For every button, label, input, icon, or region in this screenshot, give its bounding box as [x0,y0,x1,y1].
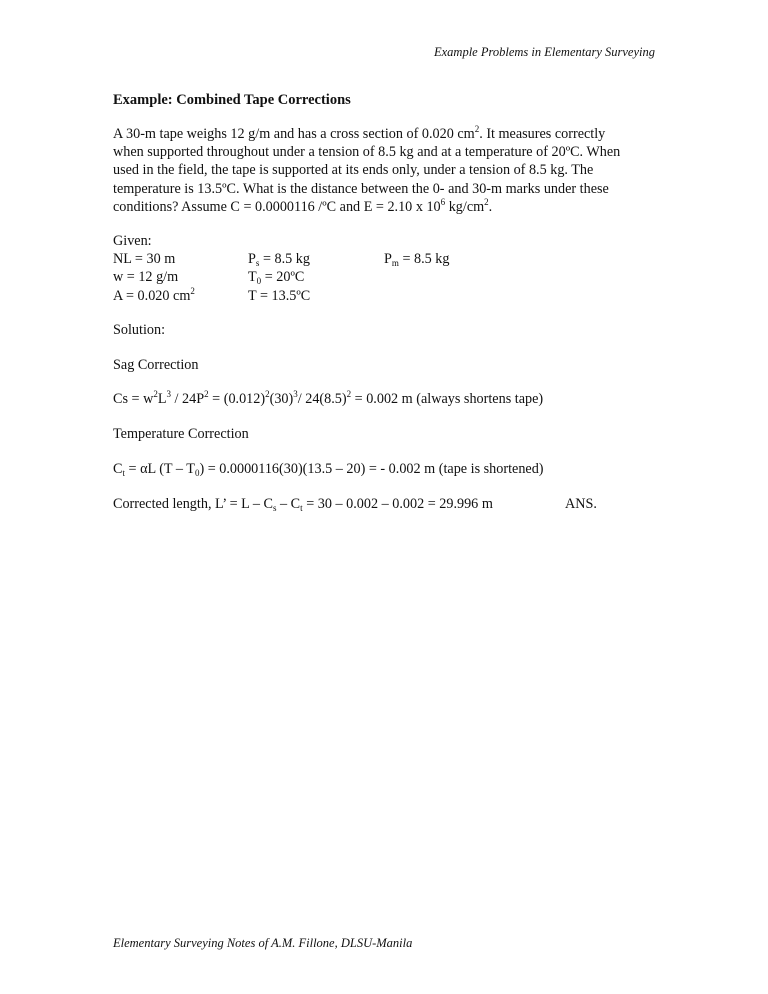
formula-text: – C [276,496,301,512]
formula-text: / 24(8.5) [297,391,347,407]
formula-text: L [157,391,167,407]
superscript: 3 [166,389,171,399]
subscript: m [391,258,399,268]
formula-text: C [113,461,123,477]
given-nl: NL = 30 m [113,251,176,267]
formula-text: = 0.002 m (always shortens tape) [351,391,544,407]
problem-text: kg/cm [445,198,485,215]
given-text: P [248,251,256,267]
given-t: T = 13.5ºC [248,288,311,304]
superscript: 2 [153,389,158,399]
problem-text: . [488,198,493,215]
sag-formula [113,390,543,408]
subscript: t [122,468,125,478]
given-text: = 8.5 kg [398,251,450,267]
subscript: 0 [194,468,200,478]
superscript: 6 [440,196,446,207]
superscript: 3 [293,389,298,399]
given-t0 [248,268,304,286]
problem-line-5 [113,198,658,216]
superscript: 2 [265,389,270,399]
given-a [113,287,195,305]
formula-text: Cs = w [113,391,154,407]
sag-heading: Sag Correction [113,357,199,373]
given-text: T [248,269,257,285]
superscript: 2 [346,389,352,399]
subscript: 0 [256,276,262,286]
page-header: Example Problems in Elementary Surveying [433,45,655,59]
given-w: w = 12 g/m [113,269,179,285]
problem-text: . It measures correctly [479,126,606,142]
given-text: A = 0.020 cm [113,288,191,304]
problem-line-1 [113,125,658,143]
problem-text: conditions? Assume C = 0.0000116 /ºC and E = 2.10 x 10 [113,198,441,215]
problem-statement [113,125,658,216]
problem-line-4: temperature is 13.5ºC. What is the distance between the 0- and 30-m marks under these [113,180,609,197]
problem-text: A 30-m tape weighs 12 g/m and has a cross section of 0.020 cm [113,126,475,142]
formula-text: = αL (T – T [124,461,195,477]
problem-line-3: used in the field, the tape is supported at its ends only, under a tension of 8.5 kg. The [113,162,594,179]
solution-label: Solution: [113,322,166,338]
formula-text: (30) [269,391,294,407]
answer-label: ANS. [565,496,597,512]
given-text: = 8.5 kg [259,251,310,267]
example-title: Example: Combined Tape Corrections [113,92,351,108]
superscript: 2 [190,286,195,296]
formula-text: = 30 – 0.002 – 0.002 = 29.996 m [302,496,493,512]
given-ps [248,250,310,268]
page-footer: Elementary Surveying Notes of A.M. Fillone, DLSU-Manila [113,936,413,950]
formula-text: = (0.012) [208,391,266,407]
subscript: t [300,503,303,513]
problem-line-2: when supported throughout under a tension of 8.5 kg and at a temperature of 20ºC. When [113,144,621,161]
superscript: 2 [484,196,489,207]
given-text: = 20ºC [261,269,305,285]
temperature-heading: Temperature Correction [113,426,249,442]
subscript: s [255,258,260,268]
formula-text: ) = 0.0000116(30)(13.5 – 20) = - 0.002 m (tape is shortened) [199,461,544,477]
corrected-length [113,495,493,513]
subscript: s [272,503,277,513]
given-text: P [384,251,392,267]
formula-text: Corrected length, L’ = L – C [113,496,273,512]
superscript: 2 [204,389,209,399]
formula-text: / 24P [171,391,205,407]
temperature-formula [113,460,544,478]
given-pm [384,250,449,268]
superscript: 2 [474,124,480,134]
given-label: Given: [113,233,152,249]
